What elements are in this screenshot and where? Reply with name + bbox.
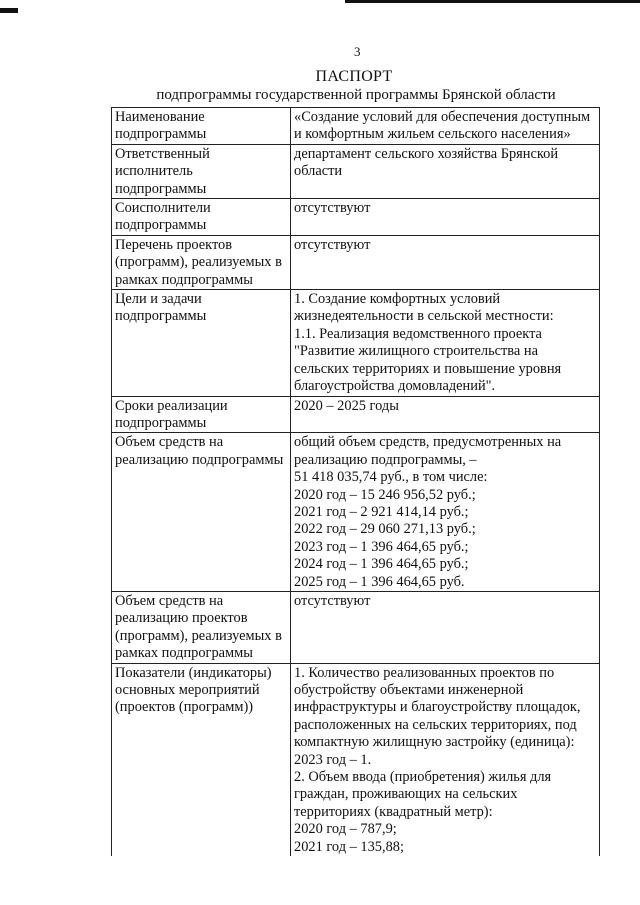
row-label-cell xyxy=(112,199,291,236)
row-label-cell xyxy=(112,396,291,433)
row-value-line: отсутствуют xyxy=(294,200,371,217)
row-label-line: реализацию проектов xyxy=(115,610,248,627)
row-value-line: 2. Объем ввода (приобретения) жилья для xyxy=(294,769,552,786)
row-label-line: (программ), реализуемых в xyxy=(115,627,282,644)
row-label-line: Соисполнители xyxy=(115,200,211,217)
row-label-line: Объем средств на xyxy=(115,434,224,451)
passport-row xyxy=(112,663,600,856)
row-value-line: расположенных на сельских территориях, под xyxy=(294,716,577,733)
row-label-line: Объем средств на xyxy=(115,592,224,609)
row-label-cell xyxy=(112,591,291,663)
row-label-cell xyxy=(112,290,291,396)
row-value-line: обустройству объектами инженерной xyxy=(294,682,524,698)
passport-row xyxy=(112,290,600,396)
scan-edge-mark-right xyxy=(345,0,640,3)
row-value-line: реализацию подпрограммы, – xyxy=(294,451,477,468)
row-label-line: подпрограммы xyxy=(115,126,207,143)
passport-row xyxy=(112,591,600,663)
row-value-line: 2025 год – 1 396 464,65 руб. xyxy=(294,573,465,590)
row-label-line: подпрограммы xyxy=(115,414,207,431)
row-value-line: "Развитие жилищного строительства на xyxy=(294,343,538,360)
row-value-line: 2022 год – 29 060 271,13 руб.; xyxy=(294,521,476,538)
row-value-line: отсутствуют xyxy=(294,592,371,609)
row-label-line: Наименование xyxy=(115,109,205,125)
row-label-cell xyxy=(112,108,291,145)
row-value-line: и комфортным жильем сельского населения» xyxy=(294,126,571,143)
row-label-line: Ответственный xyxy=(115,145,210,162)
row-value-line: 2021 год – 2 921 414,14 руб.; xyxy=(294,503,469,520)
passport-table xyxy=(111,107,600,856)
passport-row xyxy=(112,199,600,236)
row-label-line: Перечень проектов xyxy=(115,236,233,253)
row-value-line: жизнедеятельности в сельской местности: xyxy=(294,308,554,325)
row-value-line: 2020 год – 15 246 956,52 руб.; xyxy=(294,486,476,503)
row-label-line: подпрограммы xyxy=(115,180,207,197)
row-value-line: благоустройства домовладений". xyxy=(294,378,496,395)
passport-row xyxy=(112,144,600,198)
row-value-line: территориях (квадратный метр): xyxy=(294,803,493,820)
row-value-line: 2020 – 2025 годы xyxy=(294,397,399,414)
row-value-cell xyxy=(291,235,600,289)
row-label-line: рамках подпрограммы xyxy=(115,271,253,288)
row-label-line: рамках подпрограммы xyxy=(115,645,253,662)
passport-row xyxy=(112,396,600,433)
row-label-line: основных мероприятий xyxy=(115,682,260,698)
row-value-line: 2020 год – 787,9; xyxy=(294,821,397,838)
row-value-cell xyxy=(291,433,600,592)
scan-edge-mark-left xyxy=(0,8,18,13)
row-value-line: 1. Создание комфортных условий xyxy=(294,291,501,308)
row-value-line: 1. Количество реализованных проектов по xyxy=(294,664,555,681)
passport-row xyxy=(112,235,600,289)
row-value-cell xyxy=(291,663,600,856)
row-value-line: инфраструктуры и благоустройству площадок, xyxy=(294,699,581,716)
row-value-line: области xyxy=(294,163,343,180)
row-label-cell xyxy=(112,235,291,289)
row-value-line: 2023 год – 1. xyxy=(294,751,372,768)
row-label-line: подпрограммы xyxy=(115,308,207,325)
row-label-line: Сроки реализации xyxy=(115,397,228,414)
row-label-line: реализацию подпрограммы xyxy=(115,451,284,468)
row-value-line: граждан, проживающих на сельских xyxy=(294,786,518,803)
passport-row xyxy=(112,108,600,145)
row-label-line: подпрограммы xyxy=(115,217,207,234)
row-value-cell xyxy=(291,591,600,663)
row-value-line: сельских территориях и повышение уровня xyxy=(294,360,562,377)
row-value-line: департамент сельского хозяйства Брянской xyxy=(294,145,559,162)
row-value-line: 2021 год – 135,88; xyxy=(294,838,404,855)
row-value-line: отсутствуют xyxy=(294,236,371,253)
row-label-line: исполнитель xyxy=(115,163,193,180)
row-value-line: общий объем средств, предусмотренных на xyxy=(294,434,562,451)
row-label-line: (проектов (программ)) xyxy=(115,699,254,716)
row-label-line: (программ), реализуемых в xyxy=(115,254,282,271)
row-value-line: 2023 год – 1 396 464,65 руб.; xyxy=(294,538,469,555)
row-value-line: компактную жилищную застройку (единица): xyxy=(294,734,575,751)
row-value-cell xyxy=(291,396,600,433)
row-label-cell xyxy=(112,433,291,592)
passport-table-body xyxy=(112,108,600,857)
row-value-cell xyxy=(291,290,600,396)
row-label-line: Цели и задачи xyxy=(115,291,202,308)
row-label-cell xyxy=(112,663,291,856)
row-value-line: 51 418 035,74 руб., в том числе: xyxy=(294,469,488,486)
passport-row xyxy=(112,433,600,592)
row-label-cell xyxy=(112,144,291,198)
row-label-line: Показатели (индикаторы) xyxy=(115,664,272,681)
row-value-cell xyxy=(291,108,600,145)
row-value-line: «Создание условий для обеспечения доступным xyxy=(294,109,591,125)
document-title: ПАСПОРТ xyxy=(315,68,393,85)
document-subtitle: подпрограммы государственной программы Брянской области xyxy=(156,87,556,103)
row-value-cell xyxy=(291,144,600,198)
row-value-line: 2024 год – 1 396 464,65 руб.; xyxy=(294,556,469,573)
row-value-cell xyxy=(291,199,600,236)
row-value-line: 1.1. Реализация ведомственного проекта xyxy=(294,325,542,342)
page-number: 3 xyxy=(354,44,361,59)
